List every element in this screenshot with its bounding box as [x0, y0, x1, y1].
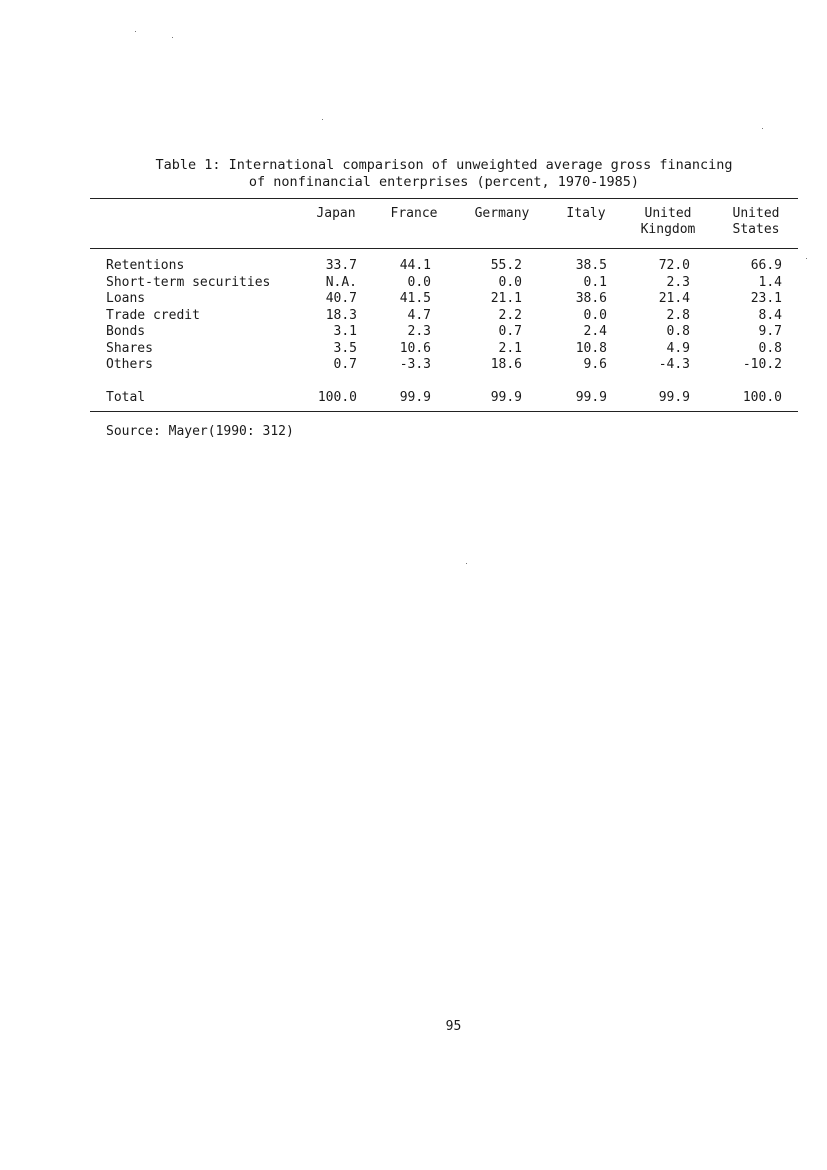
row-label: Shares [106, 340, 153, 356]
cell-france: 99.9 [399, 389, 431, 405]
cell-france: 0.0 [407, 274, 431, 290]
cell-italy: 99.9 [575, 389, 607, 405]
cell-germany: 0.7 [498, 324, 522, 339]
cell-germany: 21.1 [490, 291, 522, 306]
scan-speck [135, 31, 136, 32]
cell-germany: 0.0 [498, 274, 522, 290]
table-row-shares [0, 341, 827, 358]
cell-italy: 38.5 [575, 258, 607, 273]
page-number: 95 [445, 1019, 462, 1034]
cell-united-states: -10.2 [742, 357, 782, 372]
cell-germany: 99.9 [490, 389, 522, 405]
row-label: Loans [106, 291, 146, 306]
cell-united-kingdom: 72.0 [658, 258, 690, 273]
cell-united-states: 9.7 [758, 324, 782, 339]
scan-speck [466, 563, 467, 564]
cell-united-states: 0.8 [758, 340, 782, 356]
cell-japan: 40.7 [325, 291, 357, 306]
scan-speck [322, 119, 323, 120]
table-row-short-term-securities [0, 275, 827, 292]
cell-united-states: 1.4 [758, 274, 782, 290]
column-header-united-states: United States [732, 206, 780, 237]
table-row-bonds [0, 324, 827, 341]
cell-italy: 9.6 [583, 357, 607, 372]
cell-france: 4.7 [407, 307, 431, 323]
table-row-total [0, 390, 827, 407]
cell-france: -3.3 [399, 357, 431, 372]
row-label: Others [106, 357, 153, 372]
row-label: Retentions [106, 258, 185, 273]
column-header-japan: Japan [316, 206, 356, 221]
cell-united-states: 23.1 [750, 291, 782, 306]
cell-france: 10.6 [399, 340, 431, 356]
table-caption-line-1: Table 1: International comparison of unweighted average gross financing [155, 157, 733, 173]
cell-italy: 2.4 [583, 324, 607, 339]
column-header-italy: Italy [566, 206, 606, 221]
column-header-germany: Germany [474, 206, 530, 221]
cell-united-kingdom: 0.8 [666, 324, 690, 339]
table-top-rule [90, 198, 798, 199]
cell-united-kingdom: 4.9 [666, 340, 690, 356]
cell-france: 44.1 [399, 258, 431, 273]
cell-germany: 2.1 [498, 340, 522, 356]
cell-italy: 0.1 [583, 274, 607, 290]
cell-united-kingdom: -4.3 [658, 357, 690, 372]
table-caption [90, 157, 798, 191]
table-row-loans [0, 291, 827, 308]
column-header-france: France [390, 206, 438, 221]
row-label: Trade credit [106, 307, 200, 323]
table-row-retentions [0, 258, 827, 275]
cell-japan: N.A. [325, 274, 357, 290]
table-header-row [0, 206, 827, 246]
cell-japan: 33.7 [325, 258, 357, 273]
cell-france: 2.3 [407, 324, 431, 339]
cell-italy: 0.0 [583, 307, 607, 323]
cell-united-kingdom: 2.8 [666, 307, 690, 323]
cell-united-kingdom: 21.4 [658, 291, 690, 306]
table-caption-line-2: of nonfinancial enterprises (percent, 1970-1985) [248, 174, 640, 190]
cell-japan: 3.1 [333, 324, 357, 339]
cell-germany: 2.2 [498, 307, 522, 323]
cell-japan: 100.0 [317, 389, 357, 405]
cell-germany: 55.2 [490, 258, 522, 273]
table-source-note: Source: Mayer(1990: 312) [106, 424, 294, 439]
cell-united-states: 66.9 [750, 258, 782, 273]
cell-united-states: 100.0 [742, 389, 782, 405]
cell-united-kingdom: 99.9 [658, 389, 690, 405]
table-header-rule [90, 248, 798, 249]
row-label: Bonds [106, 324, 146, 339]
cell-italy: 10.8 [575, 340, 607, 356]
cell-japan: 0.7 [333, 357, 357, 372]
scan-speck [172, 37, 173, 38]
column-header-united-kingdom: United Kingdom [640, 206, 696, 237]
table-bottom-rule [90, 411, 798, 412]
cell-germany: 18.6 [490, 357, 522, 372]
row-label: Total [106, 389, 146, 405]
table-row-others [0, 357, 827, 374]
cell-france: 41.5 [399, 291, 431, 306]
cell-japan: 18.3 [325, 307, 357, 323]
scan-speck [762, 128, 763, 129]
table-row-trade-credit [0, 308, 827, 325]
cell-italy: 38.6 [575, 291, 607, 306]
cell-united-states: 8.4 [758, 307, 782, 323]
cell-japan: 3.5 [333, 340, 357, 356]
row-label: Short-term securities [106, 274, 271, 290]
scan-speck [806, 258, 807, 259]
cell-united-kingdom: 2.3 [666, 274, 690, 290]
